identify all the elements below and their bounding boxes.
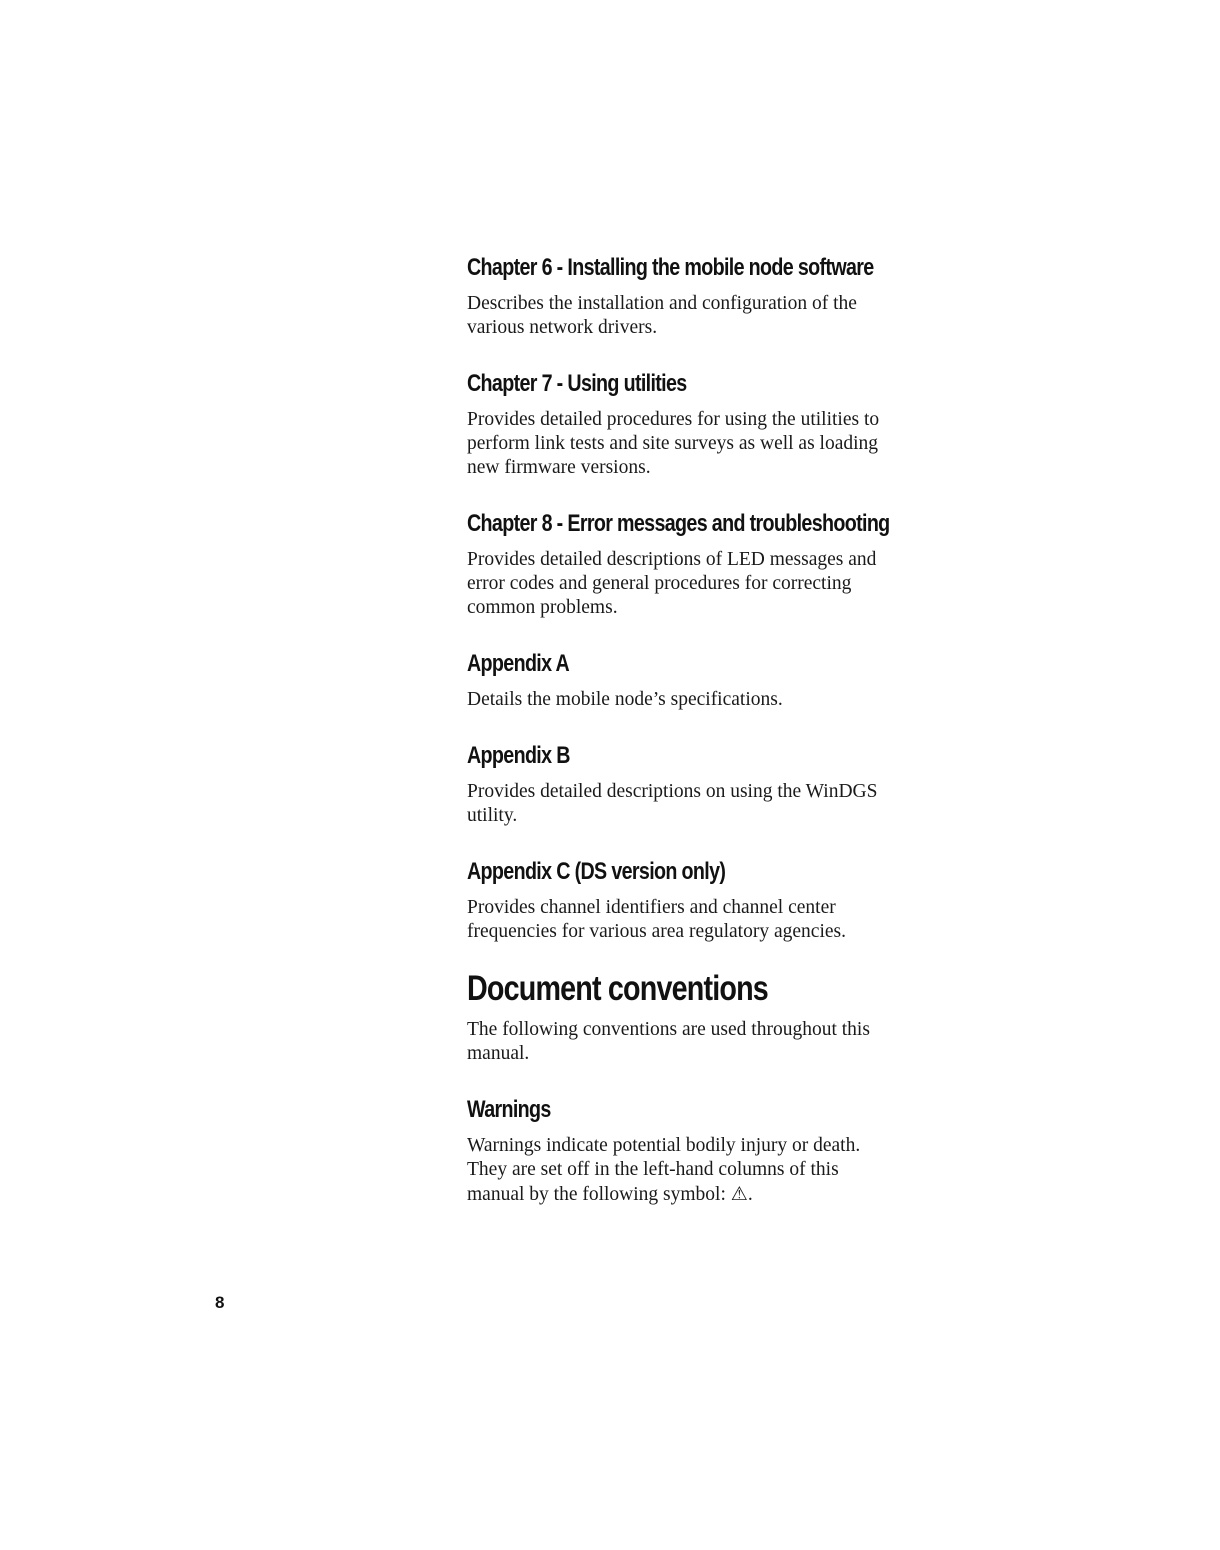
section-description: Warnings indicate potential bodily injury or death. They are set off in the left-hand columns of this manual by the following symbol: ⚠. bbox=[467, 1135, 861, 1205]
section-description: Provides detailed procedures for using the utilities to perform link tests and site surveys as well as loading new firmware versions. bbox=[467, 409, 880, 478]
section-document-conventions bbox=[467, 966, 967, 1066]
section-appendix-a bbox=[467, 646, 967, 712]
section-description: Provides detailed descriptions of LED messages and error codes and general procedures for correcting common problems. bbox=[467, 549, 877, 618]
content-column bbox=[467, 250, 967, 1233]
section-heading: Chapter 6 - Installing the mobile node software bbox=[467, 254, 874, 281]
page-title: Document conventions bbox=[467, 969, 768, 1008]
section-appendix-c bbox=[467, 854, 967, 944]
section-description: Provides channel identifiers and channel center frequencies for various area regulatory agencies. bbox=[467, 897, 846, 942]
warning-triangle-icon: ⚠ bbox=[730, 1183, 748, 1205]
section-chapter-8 bbox=[467, 506, 967, 620]
page-number: 8 bbox=[215, 1293, 225, 1312]
section-chapter-6 bbox=[467, 250, 967, 340]
section-heading: Chapter 8 - Error messages and troubleshooting bbox=[467, 510, 890, 537]
section-description: Details the mobile node’s specifications. bbox=[467, 689, 783, 710]
section-heading: Chapter 7 - Using utilities bbox=[467, 370, 687, 397]
section-heading: Appendix B bbox=[467, 742, 570, 769]
section-warnings bbox=[467, 1092, 967, 1207]
section-appendix-b bbox=[467, 738, 967, 828]
section-chapter-7 bbox=[467, 366, 967, 480]
section-heading: Warnings bbox=[467, 1096, 551, 1123]
section-heading: Appendix C (DS version only) bbox=[467, 858, 726, 885]
section-description: Provides detailed descriptions on using the WinDGS utility. bbox=[467, 781, 878, 826]
section-description: The following conventions are used throughout this manual. bbox=[467, 1019, 870, 1064]
section-description: Describes the installation and configuration of the various network drivers. bbox=[467, 293, 857, 338]
section-heading: Appendix A bbox=[467, 650, 570, 677]
